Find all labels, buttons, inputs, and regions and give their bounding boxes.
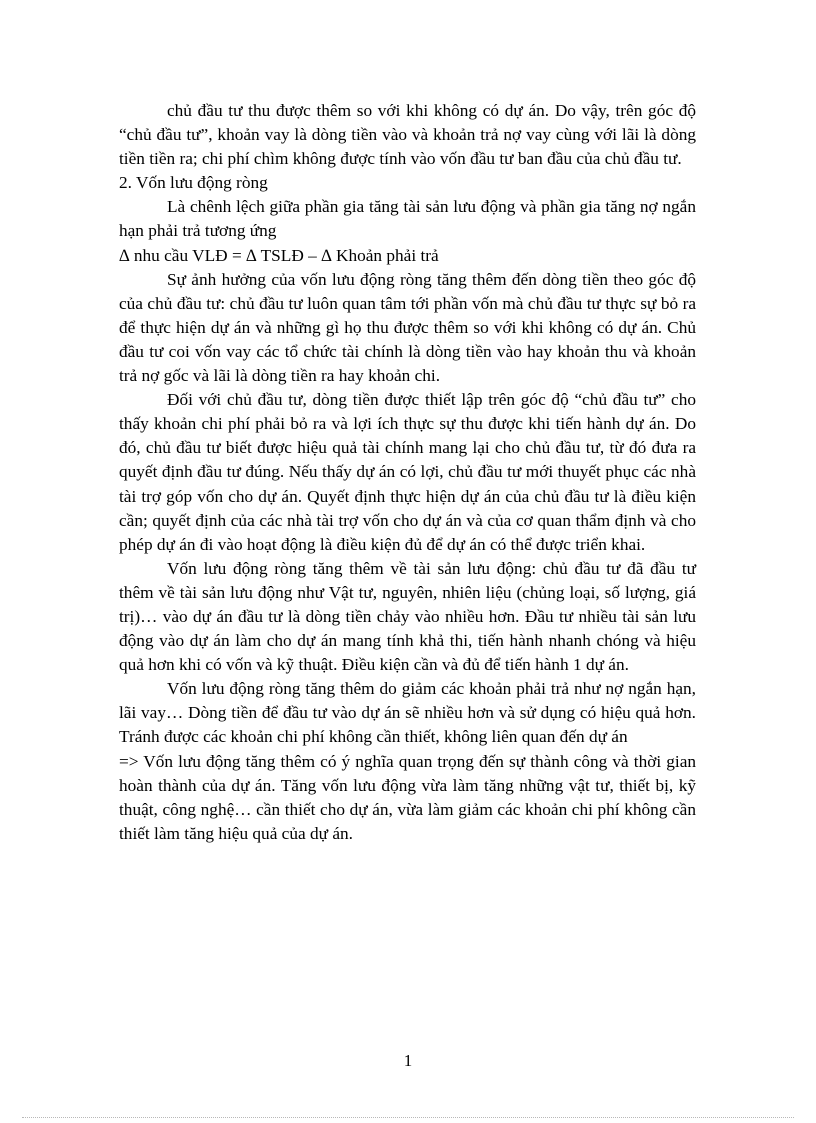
- page-number: 1: [403, 1051, 413, 1070]
- body-text: [119, 99, 696, 846]
- paragraph-investor-cashflow: Đối với chủ đầu tư, dòng tiền được thiết lập trên góc độ “chủ đầu tư” cho thấy khoản chi phí phải bỏ ra và lợi ích thực sự thu được khi tiến hành dự án. Do đó, chủ đầu tư biết được hiệu quả tài chính mang lại cho chủ đầu tư, từ đó đưa ra quyết định đầu tư đúng. Nếu thấy dự án có lợi, chủ đầu tư mới thuyết phục các nhà tài trợ góp vốn cho dự án. Quyết định thực hiện dự án của chủ đầu tư là điều kiện cần; quyết định của các nhà tài trợ vốn cho dự án và của cơ quan thẩm định và cho phép dự án đi vào hoạt động là điều kiện đủ để dự án có thể được triển khai.: [119, 390, 696, 554]
- paragraph-conclusion: => Vốn lưu động tăng thêm có ý nghĩa quan trọng đến sự thành công và thời gian hoàn thành của dự án. Tăng vốn lưu động vừa làm tăng những vật tư, thiết bị, kỹ thuật, công nghệ… cần thiết cho dự án, vừa làm giảm các khoản chi phí không cần thiết làm tăng hiệu quả của dự án.: [119, 751, 696, 843]
- formula-line: ∆ nhu cầu VLĐ = ∆ TSLĐ – ∆ Khoản phải trả: [119, 245, 439, 265]
- paragraph-current-assets: Vốn lưu động ròng tăng thêm về tài sản lưu động: chủ đầu tư đã đầu tư thêm về tài sản lưu động như Vật tư, nguyên, nhiên liệu (chủng loại, số lượng, giá trị)… vào dự án đầu tư là dòng tiền chảy vào nhiều hơn. Đầu tư nhiều tài sản lưu động vào dự án làm cho dự án mang tính khả thi, tiến hành nhanh chóng và hiệu quả hơn khi có vốn và kỹ thuật. Điều kiện cần và đủ để tiến hành 1 dự án.: [119, 558, 696, 675]
- paragraph-influence: Sự ảnh hưởng của vốn lưu động ròng tăng thêm đến dòng tiền theo góc độ của chủ đầu tư: chủ đầu tư luôn quan tâm tới phần vốn mà chủ đầu tư thực sự bỏ ra để thực hiện dự án và những gì họ thu được thêm so với khi không có dự án. Chủ đầu tư coi vốn vay các tổ chức tài chính là dòng tiền vào hay khoản thu và khoản trả nợ gốc và lãi là dòng tiền ra hay khoản chi.: [119, 269, 696, 386]
- section-heading: 2. Vốn lưu động ròng: [119, 173, 268, 193]
- paragraph-continuation: chủ đầu tư thu được thêm so với khi không có dự án. Do vậy, trên góc độ “chủ đầu tư”, khoản vay là dòng tiền vào và khoản trả nợ vay cùng với lãi là dòng tiền tiền ra; chi phí chìm không được tính vào vốn đầu tư ban đầu của chủ đầu tư.: [119, 101, 696, 169]
- paragraph-definition: Là chênh lệch giữa phần gia tăng tài sản lưu động và phần gia tăng nợ ngắn hạn phải trả tương ứng: [119, 197, 696, 241]
- paragraph-payables: Vốn lưu động ròng tăng thêm do giảm các khoản phải trả như nợ ngắn hạn, lãi vay… Dòng tiền để đầu tư vào dự án sẽ nhiều hơn và sử dụng có hiệu quả hơn. Tránh được các khoản chi phí không cần thiết, không liên quan đến dự án: [119, 679, 696, 747]
- footer-divider: [22, 1117, 794, 1118]
